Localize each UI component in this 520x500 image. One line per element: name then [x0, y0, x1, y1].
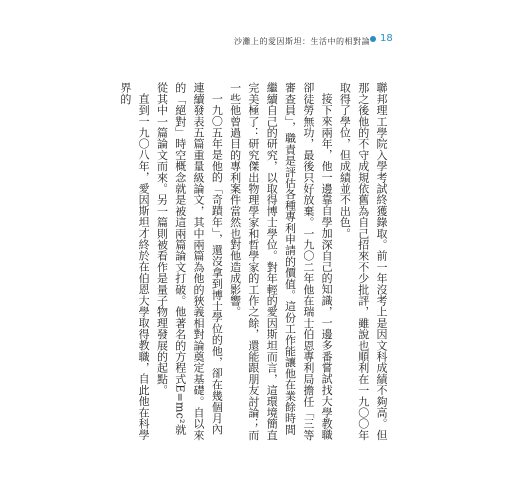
- paragraph-1908: 直到一九〇八年，愛因斯坦才終於在伯恩大學取得教職，自此他在科學界的: [118, 82, 151, 441]
- paragraph-continued: 聯邦理工學院入學考試終獲錄取。前一年沒考上是因文科成績不夠高。但那之後他的不守成規依舊為自己招來不少批評，雖說也順利在一九〇〇年取得了學位，但成績並不出色。: [338, 82, 388, 441]
- running-title: 沙灘上的愛因斯坦：生活中的相對論: [234, 37, 370, 46]
- page-marker-dot-icon: [370, 36, 376, 42]
- paragraph-patent-office: 接下來兩年，他一邊靠自學加深自己的知識，一邊多番嘗試找大學教職卻徒勞無功，最後只好放棄。一九〇二年他在瑞士伯恩專利局擔任「三等審查員」，職責是評估各種專利申請的價值。這份工作能讓他在業餘時間繼續自己的研究，以取得博士學位。對年輕的愛因斯坦而言，這環境簡直完美極了：研究傑出物理學家和哲學家的工作之餘，還能跟朋友討論；而一些他曾過目的專利案件當然也對他造成影響。: [228, 82, 334, 441]
- page-number-group: [370, 33, 393, 44]
- paragraph-miracle-year: 一九〇五年是他的「奇蹟年」，還沒拿到博士學位的他，卻在幾個月內連續發表五篇重量級論文，其中兩篇為他的狹義相對論奠定基礎。自以來的「絕對」時空概念就是被這兩篇論文打破。他著名的方程式E=mc²就從其中一篇論文而來。另一篇則被看作是量子物理發展的起點。: [155, 82, 224, 441]
- page-number: 18: [380, 33, 393, 44]
- body-text: [118, 82, 390, 442]
